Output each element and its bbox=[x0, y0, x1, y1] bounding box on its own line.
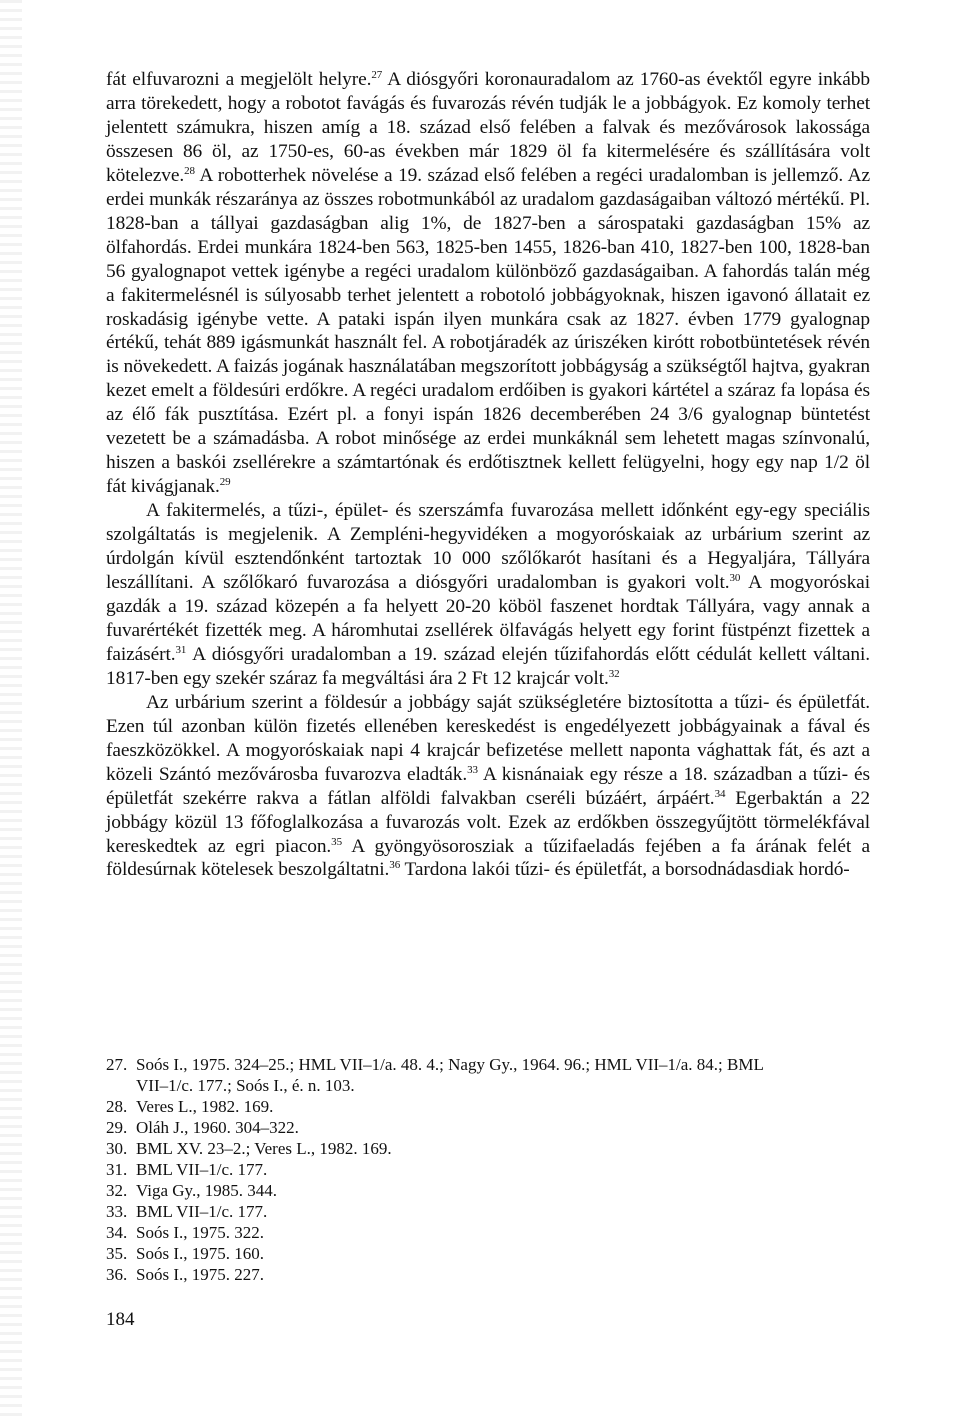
footnote-text: BML VII–1/c. 177. bbox=[136, 1202, 268, 1221]
footnote-number: 28. bbox=[106, 1097, 128, 1116]
footnote-text: Viga Gy., 1985. 344. bbox=[136, 1181, 277, 1200]
scan-shadow-edge bbox=[0, 0, 22, 1421]
footnote-ref: 30 bbox=[729, 572, 741, 585]
page-number: 184 bbox=[106, 1309, 135, 1330]
footnote-number: 33. bbox=[106, 1202, 128, 1221]
paragraph-text: fát elfuvarozni a megjelölt helyre. bbox=[106, 69, 372, 90]
footnote-ref: 36 bbox=[389, 859, 401, 872]
footnotes bbox=[106, 1054, 886, 1285]
footnote-item bbox=[106, 1054, 886, 1096]
footnote-text: Soós I., 1975. 322. bbox=[136, 1223, 264, 1242]
footnote-item bbox=[106, 1180, 886, 1201]
footnote-ref: 28 bbox=[184, 164, 195, 177]
footnote-text-continued: VII–1/c. 177.; Soós I., é. n. 103. bbox=[136, 1076, 355, 1095]
footnote-number: 35. bbox=[106, 1244, 128, 1263]
footnote-text: BML XV. 23–2.; Veres L., 1982. 169. bbox=[136, 1139, 392, 1158]
paragraph bbox=[106, 691, 870, 883]
footnote-text: BML VII–1/c. 177. bbox=[136, 1160, 268, 1179]
footnote-text: Soós I., 1975. 227. bbox=[136, 1265, 264, 1284]
footnote-item bbox=[106, 1117, 886, 1138]
footnote-item bbox=[106, 1159, 886, 1180]
footnote-ref: 31 bbox=[175, 643, 187, 656]
paragraph-text: Tardona lakói tűzi- és épületfát, a borsodnádasdiak hordó- bbox=[400, 859, 850, 881]
paragraph-text: A diósgyőri koronauradalom az 1760-as évektől egyre inkább arra törekedett, hogy a robotot favágás és fuvarozás révén tudják le a jobbágyok. Ez komoly terhet jelentett számukra, hiszen amíg a 18. század első felében a falvak és mezővárosok lakossága összesen 86 öl, az 1750-es, 60-as években már 1829 öl fa kitermelésére és szállítására volt kötelezve. bbox=[106, 69, 870, 186]
footnote-number: 32. bbox=[106, 1181, 128, 1200]
paragraph bbox=[106, 499, 870, 691]
paragraph-text: A kisnánaiak egy része a 18. században a tűzi- és épületfát szekérre rakva a fátlan alföldi falvakban cseréli búzáért, árpáért. bbox=[106, 763, 870, 809]
paragraph-text: Egerbaktán a 22 jobbágy közül 13 főfoglalkozása a fuvarozás volt. Ezek az erdőkben összegyűjtött törmelékfával kereskedtek az egri piacon. bbox=[106, 787, 870, 857]
footnote-ref: 34 bbox=[714, 787, 726, 800]
footnote-number: 29. bbox=[106, 1118, 128, 1137]
footnote-ref: 27 bbox=[371, 69, 383, 81]
footnote-item bbox=[106, 1201, 886, 1222]
footnote-number: 31. bbox=[106, 1160, 128, 1179]
paragraph-text: A mogyoróskai gazdák a 19. század közepén a fa helyett 20-20 köböl faszenet hordtak Tállyára, vagy annak a fuvarértékét fizették meg. A háromhutai zsellérek ölfavágás helyett egy forint füstpénzt fizettek a faizásért. bbox=[106, 572, 870, 665]
footnote-number: 34. bbox=[106, 1223, 128, 1242]
footnote-ref: 32 bbox=[608, 667, 620, 680]
footnote-item bbox=[106, 1243, 886, 1264]
paragraph bbox=[106, 68, 870, 499]
footnote-number: 27. bbox=[106, 1055, 128, 1074]
footnote-item bbox=[106, 1096, 886, 1117]
paragraph-text: A diósgyőri uradalomban a 19. század elején tűzifahordás előtt cédulát kellett váltani. 1817-ben egy szekér száraz fa megváltási ára 2 Ft 12 krajcár volt. bbox=[106, 643, 870, 689]
footnote-number: 36. bbox=[106, 1265, 128, 1284]
footnote-item bbox=[106, 1222, 886, 1243]
footnote-number: 30. bbox=[106, 1139, 128, 1158]
paragraph-text: Az urbárium szerint a földesúr a jobbágy saját szükségletére biztosította a tűzi- és épületfát. Ezen túl azonban külön fizetés ellenében kereskedést is engedélyezett jobbágyainak a fával és faeszközökkel. A mogyoróskaiak napi 4 krajcár befizetése mellett naponta vághattak fát, és azt a közeli Szántó mezővárosba fuvarozva eladták. bbox=[106, 691, 870, 785]
paragraph-text: A gyöngyösorosziak a tűzifaeladás fejében a fa árának felét a földesúrnak kötelesek beszolgáltatni. bbox=[106, 835, 870, 881]
footnote-item bbox=[106, 1138, 886, 1159]
footnote-ref: 35 bbox=[331, 835, 342, 848]
footnote-ref: 29 bbox=[219, 476, 231, 489]
footnote-text: Soós I., 1975. 324–25.; HML VII–1/a. 48. 4.; Nagy Gy., 1964. 96.; HML VII–1/a. 84.; BML bbox=[136, 1055, 764, 1074]
body-text bbox=[106, 68, 870, 882]
footnote-ref: 33 bbox=[467, 763, 478, 776]
footnote-text: Veres L., 1982. 169. bbox=[136, 1097, 274, 1116]
footnote-item bbox=[106, 1264, 886, 1285]
paragraph-text: A fakitermelés, a tűzi-, épület- és szerszámfa fuvarozása mellett időnként egy-egy speciális szolgáltatás is megjelenik. A Zempléni-hegyvidéken a mogyoróskaiak az urbárium szerint az úrdolgán kívül esztendőnként tartoztak 10 000 szőlőkarót hasítani és a Hegyaljára, Tállyára leszállítani. A szőlőkaró fuvarozása a diósgyőri uradalomban is gyakori volt. bbox=[106, 500, 870, 594]
paragraph-text: A robotterhek növelése a 19. század első felében a regéci uradalomban is jellemző. Az erdei munkák részaránya az összes robotmunkából az uradalom gazdaságaiban változó mértékű. Pl. 1828-ban a tállyai gazdaságban alig 1%, de 1827-ben a sárospataki gazdaságban 15% az ölfahordás. Erdei munkára 1824-ben 563, 1825-ben 1455, 1826-ban 410, 1827-ben 100, 1828-ban 56 gyalognapot vettek igénybe a regéci uradalom különböző gazdaságaiban. A fahordás talán még a fakitermelésnél is súlyosabb terhet jelentett a robotoló jobbágyoknak, hiszen igavonó állatait ez roskadásig igénybe vette. A pataki ispán ilyen munkára csak az 1827. évben 1779 gyalognap értékű, tehát 889 igásmunkát használt fel. A robotjáradék az úriszéken kirótt robotbüntetések révén is növekedett. A faizás jogának használatában megszorított jobbágyság a szükségtől hajtva, gyakran kezet emelt a földesúri erdőkre. A regéci uradalom erdőiben is gyakori kártétel a száraz fa lopása és az élő fák pusztítása. Ezért pl. a fonyi ispán 1826 decemberében 24 3/6 gyalognap büntetést vezetett be a számadásba. A robot minősége az erdei munkáknál sem lehetett magas színvonalú, hiszen a baskói zsellérekre a számtartónak és erdőtisztnek kellett felügyelni, hogy egy nap 1/2 öl fát kivágjanak. bbox=[106, 164, 870, 498]
footnote-text: Oláh J., 1960. 304–322. bbox=[136, 1118, 299, 1137]
footnote-text: Soós I., 1975. 160. bbox=[136, 1244, 264, 1263]
